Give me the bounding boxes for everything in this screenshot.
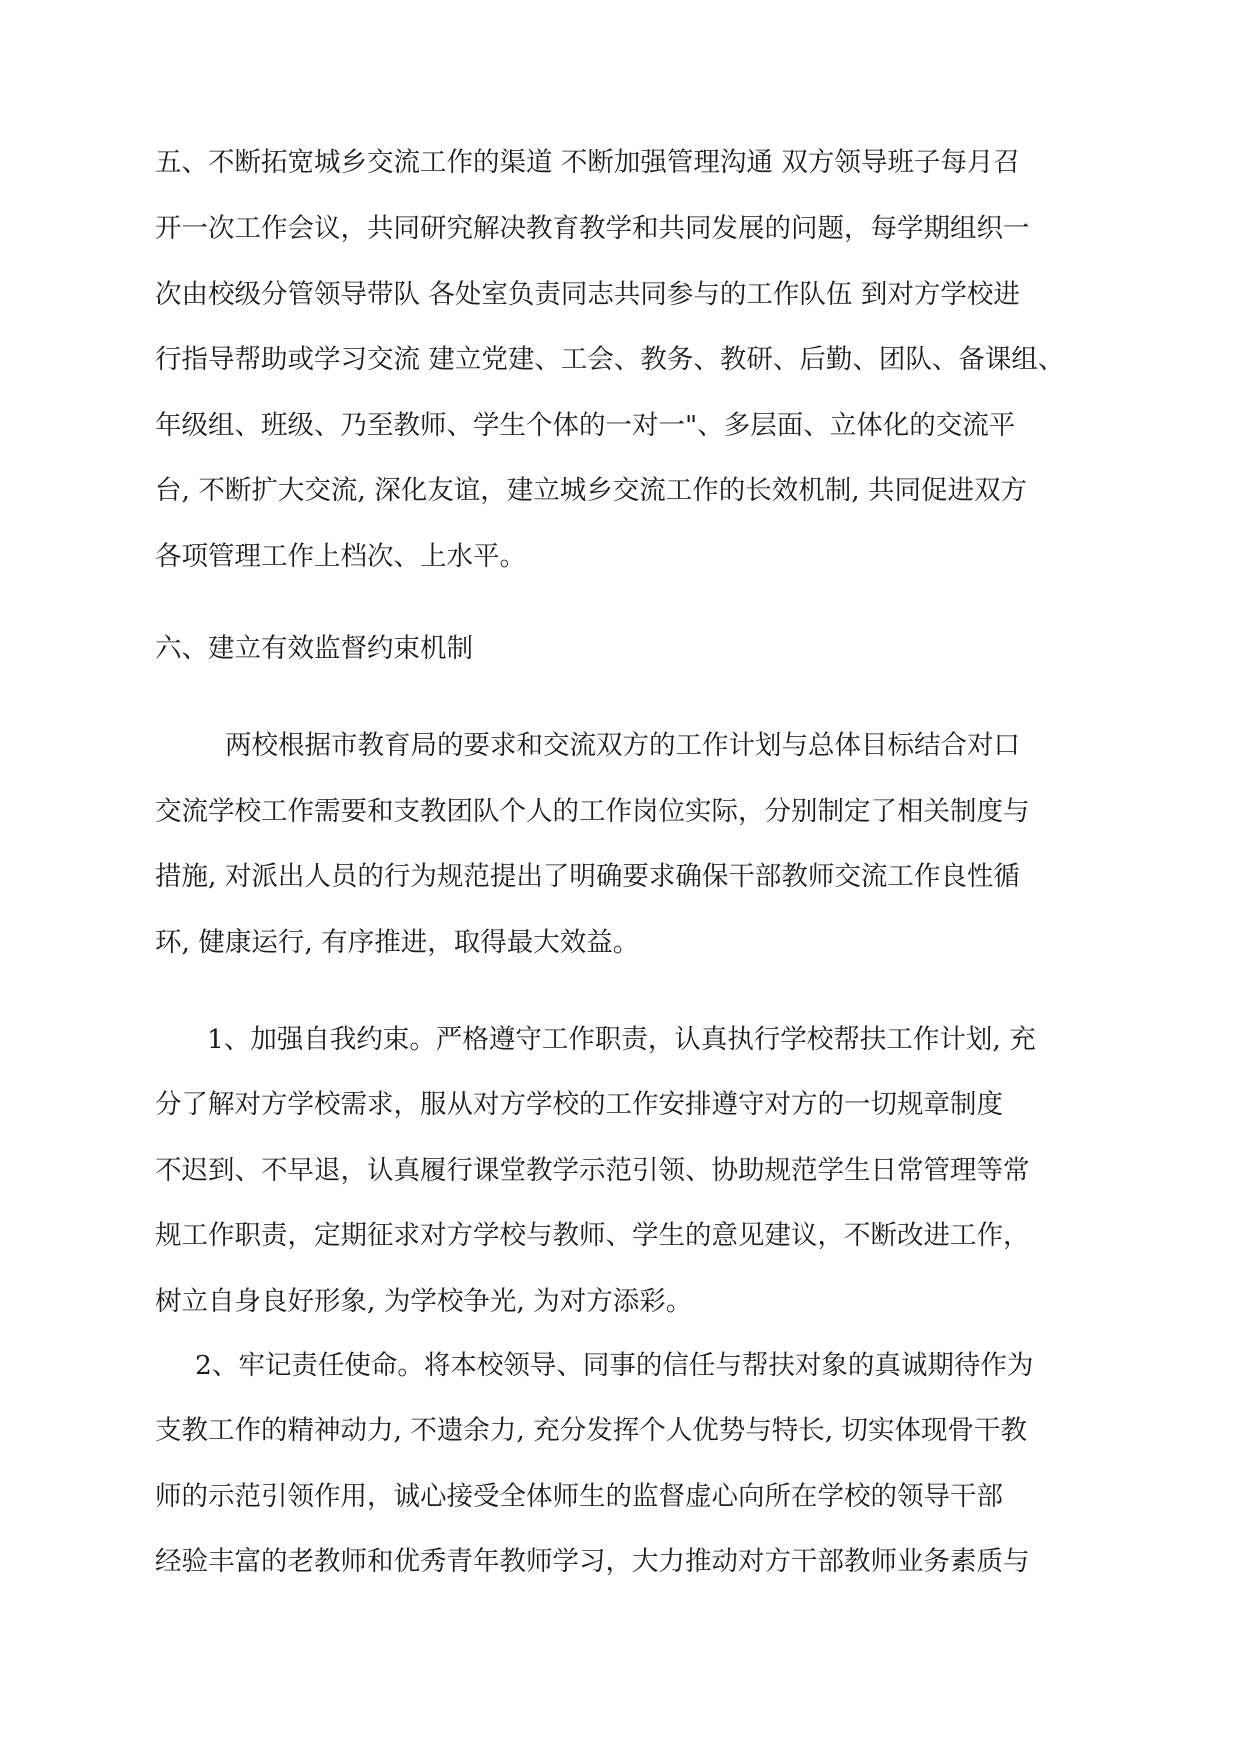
item-1-line-1: 1、加强自我约束。严格遵守工作职责，认真执行学校帮扶工作计划, 充	[207, 1024, 1036, 1055]
section-5-line-6: 台, 不断扩大交流, 深化友谊，建立城乡交流工作的长效机制, 共同促进双方	[155, 475, 1028, 506]
section-5-line-3: 次由校级分管领导带队 各处室负责同志共同参与的工作队伍 到对方学校进	[155, 279, 1020, 310]
item-2-line-4: 经验丰富的老教师和优秀青年教师学习，大力推动对方干部教师业务素质与	[155, 1546, 1030, 1577]
section-5-line-7: 各项管理工作上档次、上水平。	[155, 541, 526, 572]
section-5-line-4: 行指导帮助或学习交流 建立党建、工会、教务、教研、后勤、团队、备课组、	[155, 344, 1065, 375]
item-2-line-2: 支教工作的精神动力, 不遗余力, 充分发挥个人优势与特长, 切实体现骨干教	[155, 1415, 1028, 1446]
item-2-line-1: 2、牢记责任使命。将本校领导、同事的信任与帮扶对象的真诚期待作为	[195, 1350, 1034, 1381]
section-6-heading: 六、建立有效监督约束机制	[155, 633, 473, 664]
item-1-line-3: 不迟到、不早退，认真履行课堂教学示范引领、协助规范学生日常管理等常	[155, 1155, 1030, 1186]
section-5-line-2: 开一次工作会议，共同研究解决教育教学和共同发展的问题，每学期组织一	[155, 213, 1030, 244]
section-6-intro-line-2: 交流学校工作需要和支教团队个人的工作岗位实际，分别制定了相关制度与	[155, 796, 1030, 827]
item-1-line-2: 分了解对方学校需求，服从对方学校的工作安排遵守对方的一切规章制度	[155, 1089, 1003, 1120]
item-2-line-3: 师的示范引领作用，诚心接受全体师生的监督虚心向所在学校的领导干部	[155, 1481, 1003, 1512]
section-5-line-5: 年级组、班级、乃至教师、学生个体的一对一"、多层面、立体化的交流平	[155, 410, 1016, 441]
section-5-line-1: 五、不断拓宽城乡交流工作的渠道 不断加强管理沟通 双方领导班子每月召	[155, 147, 1020, 178]
section-6-intro-line-4: 环, 健康运行, 有序推进，取得最大效益。	[155, 927, 640, 958]
section-6-intro-line-3: 措施, 对派出人员的行为规范提出了明确要求确保干部教师交流工作良性循	[155, 861, 1020, 892]
section-6-intro-line-1: 两校根据市教育局的要求和交流双方的工作计划与总体目标结合对口	[225, 730, 1020, 761]
item-1-line-5: 树立自身良好形象, 为学校争光, 为对方添彩。	[155, 1286, 693, 1317]
item-1-line-4: 规工作职责，定期征求对方学校与教师、学生的意见建议，不断改进工作，	[155, 1220, 1030, 1251]
